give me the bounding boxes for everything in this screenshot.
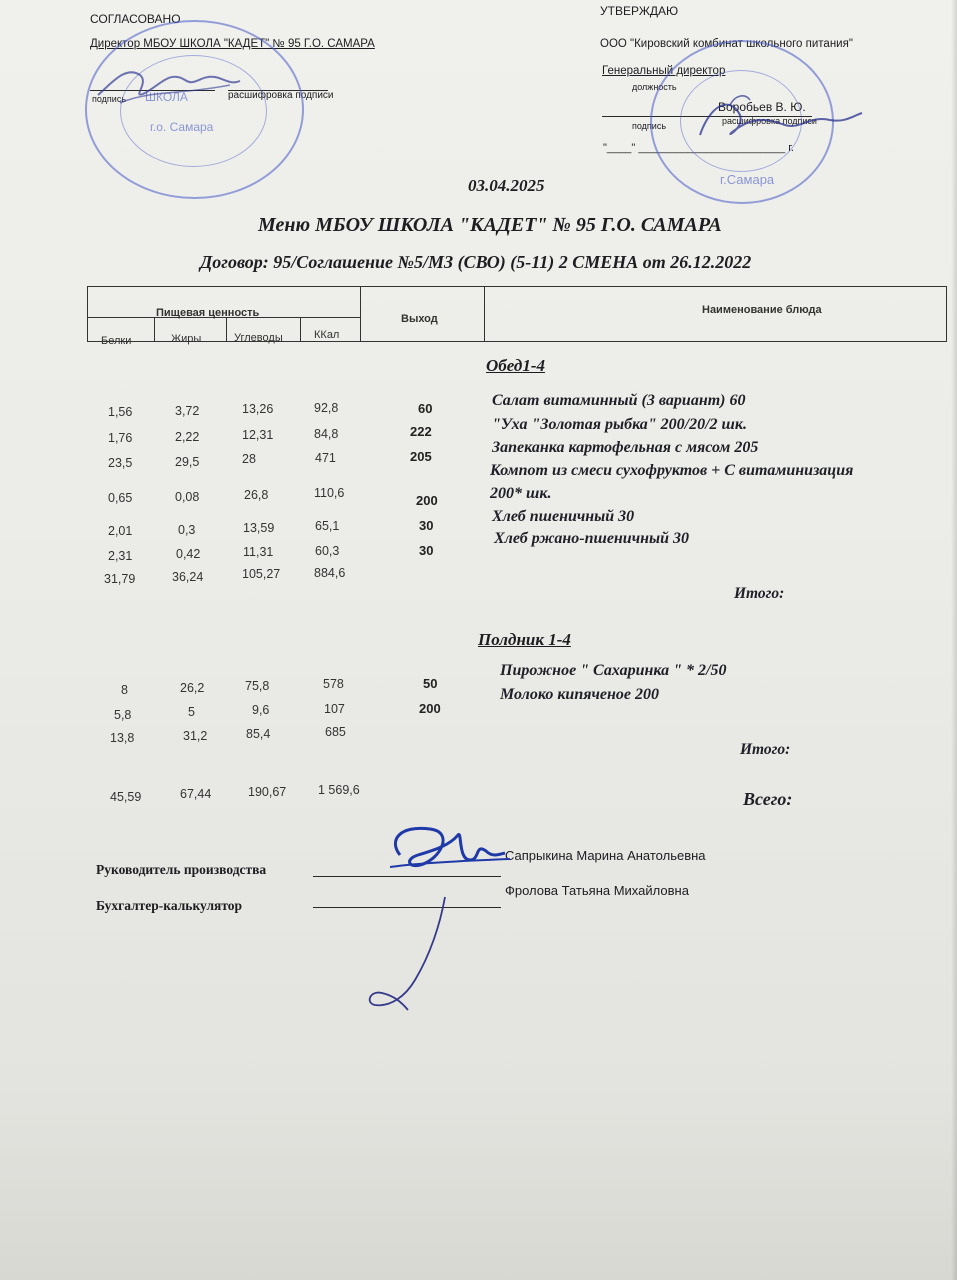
carbs-cell: 26,8 [244,488,269,502]
signature-role: Руководитель производства [96,862,267,877]
carbs-total: 105,27 [242,567,281,581]
carbs-cell: 11,31 [243,545,274,559]
header-kcal: ККал [314,329,340,341]
header-proteins: Белки [101,335,132,347]
approval-left-heading: СОГЛАСОВАНО [90,12,181,26]
kcal-cell: 92,8 [314,401,339,415]
kcal-total: 884,6 [314,566,346,580]
kcal-cell: 471 [315,451,336,465]
document-title: Меню МБОУ ШКОЛА "КАДЕТ" № 95 Г.О. САМАРА [258,214,722,236]
signature-director-left [90,55,250,115]
carbs-cell: 28 [242,452,256,466]
header-output: Выход [401,313,438,325]
header-dish-name: Наименование блюда [702,304,822,316]
right-sign-label: подпись [632,121,667,131]
proteins-cell: 8 [121,683,128,697]
dish-name: Пирожное " Сахаринка " * 2/50 [500,662,727,679]
dish-name: Компот из смеси сухофруктов + С витаминизация [490,462,854,479]
proteins-cell: 1,76 [108,431,133,445]
carbs-grand-total: 190,67 [248,785,287,799]
output-cell: 60 [418,401,433,416]
kcal-cell: 84,8 [314,427,339,441]
fats-grand-total: 67,44 [180,787,212,801]
section-title: Обед1-4 [486,356,545,375]
output-cell: 205 [410,449,432,464]
stamp-right-city: г.Самара [720,172,775,187]
fats-total: 31,2 [183,729,208,743]
proteins-cell: 23,5 [108,456,133,470]
section-title: Полдник 1-4 [478,630,571,649]
carbs-cell: 75,8 [245,679,270,693]
header-carbs: Углеводы [234,332,283,344]
decode-label: расшифровка подписи [228,90,334,101]
approval-date-line: "____" ________________________ г. [603,142,794,154]
kcal-cell: 107 [324,702,345,716]
kcal-grand-total: 1 569,6 [318,783,360,797]
kcal-cell: 60,3 [315,544,340,558]
carbs-cell: 12,31 [242,428,274,442]
proteins-grand-total: 45,59 [110,790,142,804]
dish-name: Салат витаминный (3 вариант) 60 [492,392,746,409]
proteins-cell: 2,31 [108,549,133,563]
fats-cell: 2,22 [175,430,200,444]
contract-line: Договор: 95/Соглашение №5/МЗ (СВО) (5-11) 2 СМЕНА от 26.12.2022 [200,252,752,272]
output-cell: 200 [416,493,438,508]
carbs-cell: 13,26 [242,402,274,416]
carbs-cell: 13,59 [243,521,275,535]
kcal-cell: 65,1 [315,519,340,533]
header-fats: Жиры [171,333,202,345]
stamp-left-city: г.о. Самара [150,120,214,134]
carbs-cell: 9,6 [252,703,270,717]
approval-right-organization: ООО "Кировский комбинат школьного питания" [600,38,853,50]
stamp-left-text: ШКОЛА [145,90,188,104]
right-decode-label: расшифровка подписи [722,116,817,126]
proteins-cell: 5,8 [114,708,132,722]
output-cell: 30 [419,543,434,558]
fats-cell: 26,2 [180,681,205,695]
fats-cell: 0,08 [175,490,200,504]
sign-label: подпись [92,94,127,104]
fats-cell: 5 [188,705,195,719]
fats-cell: 29,5 [175,455,200,469]
proteins-total: 31,79 [104,572,136,586]
proteins-cell: 2,01 [108,524,133,538]
kcal-total: 685 [325,725,346,739]
fats-cell: 0,3 [178,523,196,537]
header-nutrition: Пищевая ценность [156,307,260,319]
grand-total-label: Всего: [743,789,793,809]
fats-cell: 3,72 [175,404,200,418]
output-cell: 200 [419,701,441,716]
position-label: должность [632,82,677,92]
kcal-cell: 110,6 [314,486,345,500]
kcal-cell: 578 [323,677,344,691]
signature-production-handwritten [380,815,520,885]
director-name: Воробьев В. Ю. [718,100,806,114]
document-date: 03.04.2025 [468,176,545,195]
dish-name-continued: 200* шк. [490,485,552,502]
proteins-cell: 1,56 [108,405,133,419]
approval-right-position: Генеральный директор [602,65,726,77]
total-label: Итого: [734,585,785,602]
page-edge-shadow [951,0,957,1280]
proteins-cell: 0,65 [108,491,133,505]
signature-director-right [690,85,870,155]
dish-name: Запеканка картофельная с мясом 205 [492,439,759,456]
proteins-total: 13,8 [110,731,135,745]
dish-name: Молоко кипяченое 200 [500,686,659,703]
dish-name: Хлеб пшеничный 30 [492,508,635,525]
signature-accountant-handwritten [360,895,460,1020]
menu-table-header [87,286,947,347]
fats-cell: 0,42 [176,547,201,561]
total-label: Итого: [740,741,791,758]
dish-name: Хлеб ржано-пшеничный 30 [494,530,689,547]
dish-name: "Уха "Золотая рыбка" 200/20/2 шк. [492,416,747,433]
signature-name: Сапрыкина Марина Анатольевна [505,848,706,863]
carbs-total: 85,4 [246,727,271,741]
fats-total: 36,24 [172,570,204,584]
signature-role: Бухгалтер-калькулятор [96,898,243,913]
output-cell: 30 [419,518,434,533]
output-cell: 222 [410,424,432,439]
signature-name: Фролова Татьяна Михайловна [505,883,689,898]
output-cell: 50 [423,676,438,691]
approval-right-heading: УТВЕРЖДАЮ [600,4,679,18]
approval-left-position: Директор МБОУ ШКОЛА "КАДЕТ" № 95 Г.О. САМАРА [90,38,375,50]
